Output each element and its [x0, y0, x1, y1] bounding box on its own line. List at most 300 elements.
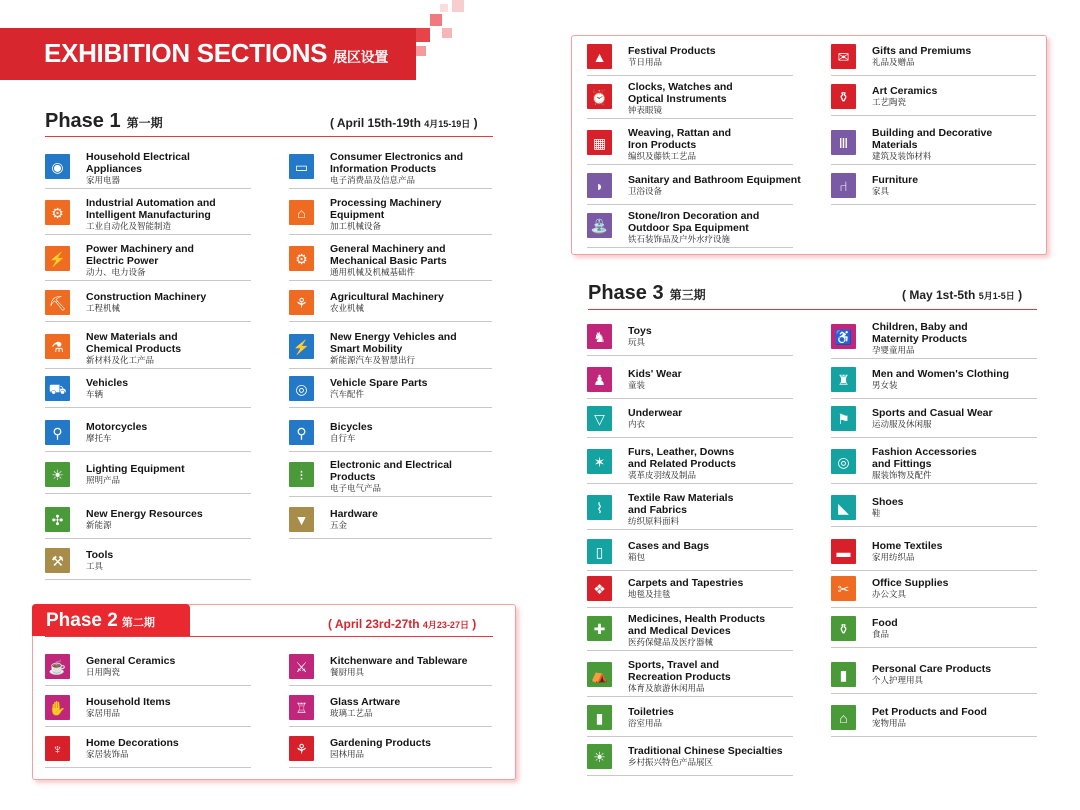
cutlery-icon: ⚔ — [289, 654, 314, 679]
divider — [587, 118, 793, 119]
section-name: Iron Products — [628, 139, 697, 151]
washer-icon: ◉ — [45, 154, 70, 179]
decor-square — [442, 28, 452, 38]
section-name-cn: 电子电气产品 — [330, 483, 382, 493]
section-item — [831, 662, 1037, 696]
section-name: Bicycles — [330, 421, 373, 433]
divider — [587, 437, 793, 438]
section-name-cn: 园林用品 — [330, 749, 365, 759]
section-item — [831, 173, 1036, 207]
section-item — [587, 81, 793, 118]
section-name-cn: 地毯及挂毯 — [628, 589, 671, 599]
socket-icon: ⁝ — [289, 462, 314, 487]
section-name-cn: 乡村振兴特色产品展区 — [628, 757, 714, 767]
section-item — [587, 324, 793, 358]
section-name-cn: 汽车配件 — [330, 389, 365, 399]
suitcase-icon: ▯ — [587, 539, 612, 564]
motorcycle-icon: ⚲ — [45, 420, 70, 445]
section-name-cn: 孕婴童用品 — [872, 345, 915, 355]
section-item — [45, 331, 251, 368]
basket-icon: ▦ — [587, 130, 612, 155]
tent-icon: ⛺ — [587, 662, 612, 687]
column-icon: Ⅲ — [831, 130, 856, 155]
machine-icon: ⌂ — [289, 200, 314, 225]
divider — [587, 483, 793, 484]
lotion-icon: ▮ — [831, 662, 856, 687]
stroller-icon: ♿ — [831, 324, 856, 349]
section-item — [831, 705, 1037, 739]
section-name-cn: 食品 — [872, 629, 890, 639]
phase1-rule — [45, 136, 493, 137]
section-name: Optical Instruments — [628, 93, 727, 105]
section-name-cn: 餐厨用具 — [330, 667, 365, 677]
section-name-cn: 家具 — [872, 186, 890, 196]
section-item — [289, 736, 492, 770]
divider — [831, 693, 1037, 694]
section-name: Clocks, Watches and — [628, 81, 733, 93]
fur-icon: ✶ — [587, 449, 612, 474]
section-name-cn: 鞋 — [872, 508, 881, 518]
onesie-icon: ♟ — [587, 367, 612, 392]
divider — [587, 247, 793, 248]
section-item — [45, 290, 251, 324]
section-name: Appliances — [86, 163, 143, 175]
section-item — [289, 420, 492, 454]
shoe-icon: ◣ — [831, 495, 856, 520]
section-name-cn: 编织及藤铁工艺品 — [628, 151, 697, 161]
section-name: Intelligent Manufacturing — [86, 209, 211, 221]
section-item — [45, 507, 251, 541]
divider — [45, 685, 251, 686]
divider — [45, 451, 251, 452]
wine-glass-icon: ♖ — [289, 695, 314, 720]
section-item — [289, 695, 492, 729]
section-name: Office Supplies — [872, 577, 949, 589]
section-name: Building and Decorative — [872, 127, 993, 139]
section-name: Hardware — [330, 508, 378, 520]
section-item — [289, 243, 492, 280]
section-name: Vehicle Spare Parts — [330, 377, 428, 389]
divider — [831, 164, 1036, 165]
section-name: Cases and Bags — [628, 540, 710, 552]
section-name: Information Products — [330, 163, 437, 175]
section-name: Industrial Automation and — [86, 197, 216, 209]
section-name-cn: 通用机械及机械基础件 — [330, 267, 416, 277]
section-name: Stone/Iron Decoration and — [628, 210, 760, 222]
page-title: EXHIBITION SECTIONS 展区设置 — [44, 38, 389, 68]
section-name-cn: 自行车 — [330, 433, 356, 443]
divider — [587, 696, 793, 697]
decor-square — [416, 46, 426, 56]
divider — [587, 570, 793, 571]
section-name: Agricultural Machinery — [330, 291, 444, 303]
divider — [45, 767, 251, 768]
section-name: Textile Raw Materials — [628, 492, 734, 504]
section-name-cn: 裘革皮羽绒及制品 — [628, 470, 697, 480]
divider — [289, 234, 492, 235]
section-name: General Ceramics — [86, 655, 176, 667]
section-name: Men and Women's Clothing — [872, 368, 1010, 380]
section-name-cn: 服装饰物及配件 — [872, 470, 932, 480]
divider — [831, 358, 1037, 359]
section-item — [587, 659, 793, 696]
section-name: Outdoor Spa Equipment — [628, 222, 749, 234]
section-item — [831, 406, 1037, 440]
divider — [831, 647, 1037, 648]
divider — [587, 607, 793, 608]
section-name: Recreation Products — [628, 671, 731, 683]
divider — [831, 75, 1036, 76]
section-item — [45, 462, 251, 496]
section-name: Toys — [628, 325, 652, 337]
divider — [45, 368, 251, 369]
section-name-cn: 浴室用品 — [628, 718, 663, 728]
bottle-icon: ⚱ — [831, 616, 856, 641]
divider — [831, 526, 1037, 527]
gift-icon: ✉ — [831, 44, 856, 69]
divider — [587, 204, 793, 205]
divider — [831, 736, 1037, 737]
section-name: and Medical Devices — [628, 625, 731, 637]
section-item — [587, 210, 793, 247]
divider — [289, 538, 492, 539]
decor-square — [452, 0, 464, 12]
toilet-icon: ◗ — [587, 173, 612, 198]
section-name-cn: 铁石装饰品及户外水疗设施 — [628, 234, 731, 244]
section-name: New Materials and — [86, 331, 178, 343]
section-name: Fashion Accessories — [872, 446, 977, 458]
divider — [45, 493, 251, 494]
section-name-cn: 个人护理用具 — [872, 675, 924, 685]
section-name: Smart Mobility — [330, 343, 403, 355]
landscape-icon: ☀ — [587, 744, 612, 769]
section-item — [45, 243, 251, 280]
divider — [289, 767, 492, 768]
section-name-cn: 工业自动化及智能制造 — [86, 221, 172, 231]
flask-icon: ⚗ — [45, 334, 70, 359]
chair-icon: ⑁ — [831, 173, 856, 198]
section-name: Underwear — [628, 407, 683, 419]
decor-square — [440, 4, 448, 12]
section-name: Traditional Chinese Specialties — [628, 745, 783, 757]
section-item — [587, 705, 793, 739]
divider — [587, 775, 793, 776]
phase1-date: ( April 15th-19th 4月15-19日 ) — [330, 116, 478, 130]
bolt-icon: ▼ — [289, 507, 314, 532]
button-icon: ◎ — [831, 449, 856, 474]
scissors-icon: ✂ — [831, 576, 856, 601]
section-item — [587, 576, 793, 610]
section-name: Toiletries — [628, 706, 674, 718]
tshirt-icon: ⚑ — [831, 406, 856, 431]
divider — [587, 164, 793, 165]
section-name-cn: 卫浴设备 — [628, 186, 663, 196]
divider — [587, 75, 793, 76]
tractor-icon: ⚘ — [289, 290, 314, 315]
section-item — [587, 539, 793, 573]
section-name: Festival Products — [628, 45, 716, 57]
christmas-tree-icon: ▲ — [587, 44, 612, 69]
ceramic-vase-icon: ⚱ — [831, 84, 856, 109]
section-name-cn: 动力、电力设备 — [86, 267, 146, 277]
section-name-cn: 新材料及化工产品 — [86, 355, 155, 365]
section-item — [45, 197, 251, 234]
section-name: Mechanical Basic Parts — [330, 255, 447, 267]
divider — [289, 451, 492, 452]
section-name: Kitchenware and Tableware — [330, 655, 468, 667]
truck-icon: ⛟ — [45, 376, 70, 401]
phase1-heading: Phase 1 第一期 — [45, 110, 163, 132]
section-item — [587, 492, 793, 529]
section-name-cn: 家居装饰品 — [86, 749, 129, 759]
section-name: New Energy Resources — [86, 508, 203, 520]
section-name-cn: 电子消费品及信息产品 — [330, 175, 416, 185]
phase2-rule — [45, 636, 493, 637]
section-name-cn: 工程机械 — [86, 303, 121, 313]
section-item — [45, 548, 251, 582]
section-name-cn: 新能源 — [86, 520, 112, 530]
section-name-cn: 照明产品 — [86, 475, 121, 485]
section-item — [587, 406, 793, 440]
divider — [45, 280, 251, 281]
section-item — [831, 576, 1037, 610]
section-name: Chemical Products — [86, 343, 182, 355]
section-item — [289, 197, 492, 234]
section-name: Maternity Products — [872, 333, 968, 345]
divider — [587, 736, 793, 737]
section-item — [289, 459, 492, 496]
section-name: Vehicles — [86, 377, 129, 389]
section-name-cn: 工具 — [86, 561, 104, 571]
section-item — [831, 127, 1036, 164]
section-item — [587, 744, 793, 778]
teapot-icon: ☕ — [45, 654, 70, 679]
flowerpot-icon: ⚘ — [289, 736, 314, 761]
section-name-cn: 家居用品 — [86, 708, 121, 718]
section-item — [587, 44, 793, 78]
divider — [587, 529, 793, 530]
section-name-cn: 五金 — [330, 520, 348, 530]
section-name: Household Items — [86, 696, 171, 708]
section-item — [289, 331, 492, 368]
section-name: Kids' Wear — [628, 368, 682, 380]
section-name: General Machinery and — [330, 243, 446, 255]
divider — [831, 398, 1037, 399]
section-name: Products — [330, 471, 376, 483]
section-item — [289, 654, 492, 688]
section-name: New Energy Vehicles and — [330, 331, 457, 343]
section-item — [831, 495, 1037, 529]
section-name: Shoes — [872, 496, 904, 508]
divider — [831, 483, 1037, 484]
bulb-icon: ☀ — [45, 462, 70, 487]
divider — [831, 607, 1037, 608]
wheel-icon: ◎ — [289, 376, 314, 401]
decor-square — [430, 14, 442, 26]
section-name-cn: 宠物用品 — [872, 718, 907, 728]
section-name-cn: 新能源汽车及智慧出行 — [330, 355, 416, 365]
section-name: Equipment — [330, 209, 385, 221]
section-name: Carpets and Tapestries — [628, 577, 744, 589]
section-name: Sports, Travel and — [628, 659, 720, 671]
phase3-heading: Phase 3 第三期 — [588, 282, 706, 304]
section-name-cn: 农业机械 — [330, 303, 365, 313]
clothing-icon: ♜ — [831, 367, 856, 392]
section-item — [289, 507, 492, 541]
bicycle-icon: ⚲ — [289, 420, 314, 445]
section-name: Children, Baby and — [872, 321, 968, 333]
section-name: Art Ceramics — [872, 85, 938, 97]
section-item — [45, 695, 251, 729]
section-item — [831, 539, 1037, 573]
phase3-rule — [588, 309, 1037, 310]
section-name: Sanitary and Bathroom Equipment — [628, 174, 801, 186]
divider — [45, 234, 251, 235]
section-item — [587, 613, 793, 650]
wind-turbine-icon: ✣ — [45, 507, 70, 532]
soap-bottle-icon: ▮ — [587, 705, 612, 730]
section-name: Electric Power — [86, 255, 159, 267]
divider — [45, 407, 251, 408]
section-name: Pet Products and Food — [872, 706, 987, 718]
divider — [289, 685, 492, 686]
section-item — [831, 44, 1036, 78]
drill-icon: ⚒ — [45, 548, 70, 573]
rocking-horse-icon: ♞ — [587, 324, 612, 349]
section-name-cn: 医药保健品及医疗器械 — [628, 637, 714, 647]
section-item — [587, 446, 793, 483]
section-item — [587, 367, 793, 401]
section-name-cn: 纺织原料面料 — [628, 516, 680, 526]
section-name-cn: 家用纺织品 — [872, 552, 915, 562]
fabric-roll-icon: ⌇ — [587, 495, 612, 520]
divider — [831, 437, 1037, 438]
section-item — [289, 376, 492, 410]
underwear-icon: ▽ — [587, 406, 612, 431]
section-name: Furniture — [872, 174, 919, 186]
section-name: Gardening Products — [330, 737, 431, 749]
section-name: Motorcycles — [86, 421, 148, 433]
fountain-icon: ⛲ — [587, 213, 612, 238]
section-name-cn: 办公文具 — [872, 589, 907, 599]
section-name: and Fabrics — [628, 504, 687, 516]
monitor-icon: ▭ — [289, 154, 314, 179]
section-name: Construction Machinery — [86, 291, 207, 303]
section-item — [831, 321, 1037, 358]
section-name-cn: 运动服及休闲服 — [872, 419, 932, 429]
section-name-cn: 玻璃工艺品 — [330, 708, 373, 718]
section-name-cn: 家用电器 — [86, 175, 121, 185]
section-item — [587, 173, 801, 207]
section-name-cn: 玩具 — [628, 337, 646, 347]
section-name-cn: 摩托车 — [86, 433, 112, 443]
section-name-cn: 礼品及赠品 — [872, 57, 915, 67]
divider — [289, 407, 492, 408]
glove-icon: ✋ — [45, 695, 70, 720]
section-item — [45, 736, 251, 770]
section-name-cn: 日用陶瓷 — [86, 667, 121, 677]
divider — [45, 726, 251, 727]
section-name-cn: 钟表眼镜 — [628, 105, 663, 115]
section-name-cn: 箱包 — [628, 552, 646, 562]
section-name: Lighting Equipment — [86, 463, 185, 475]
pet-house-icon: ⌂ — [831, 705, 856, 730]
divider — [587, 650, 793, 651]
gears-icon: ⚙ — [289, 246, 314, 271]
divider — [831, 204, 1036, 205]
section-name-cn: 车辆 — [86, 389, 104, 399]
section-name: and Related Products — [628, 458, 736, 470]
section-name: Household Electrical — [86, 151, 190, 163]
section-name: Consumer Electronics and — [330, 151, 464, 163]
divider — [45, 579, 251, 580]
section-item — [831, 84, 1036, 118]
section-name-cn: 体育及旅游休闲用品 — [628, 683, 705, 693]
section-name-cn: 童装 — [628, 380, 646, 390]
section-name: Personal Care Products — [872, 663, 992, 675]
section-name: Sports and Casual Wear — [872, 407, 993, 419]
divider — [831, 570, 1037, 571]
divider — [289, 280, 492, 281]
section-name: Glass Artware — [330, 696, 401, 708]
divider — [45, 188, 251, 189]
carpet-icon: ❖ — [587, 576, 612, 601]
section-name: Weaving, Rattan and — [628, 127, 732, 139]
bed-icon: ▬ — [831, 539, 856, 564]
section-item — [831, 616, 1037, 650]
section-name: Gifts and Premiums — [872, 45, 972, 57]
section-name: Tools — [86, 549, 114, 561]
section-name: Power Machinery and — [86, 243, 194, 255]
phase2-heading: Phase 2 第二期 — [46, 610, 155, 631]
section-name-cn: 加工机械设备 — [330, 221, 382, 231]
section-name-cn: 男女装 — [872, 380, 898, 390]
decor-square — [416, 28, 430, 42]
section-item — [45, 151, 251, 188]
section-name: Home Textiles — [872, 540, 943, 552]
divider — [289, 321, 492, 322]
phase3-date: ( May 1st-5th 5月1-5日 ) — [902, 288, 1023, 302]
divider — [587, 398, 793, 399]
section-name-cn: 节日用品 — [628, 57, 663, 67]
section-name: Materials — [872, 139, 918, 151]
section-name: Furs, Leather, Downs — [628, 446, 735, 458]
medical-kit-icon: ✚ — [587, 616, 612, 641]
section-name: Medicines, Health Products — [628, 613, 766, 625]
section-item — [289, 290, 492, 324]
phase2-date: ( April 23rd-27th 4月23-27日 ) — [328, 617, 477, 631]
section-item — [587, 127, 793, 164]
alarm-clock-icon: ⏰ — [587, 84, 612, 109]
divider — [587, 355, 793, 356]
section-name-cn: 建筑及装饰材料 — [872, 151, 932, 161]
divider — [45, 538, 251, 539]
section-name: and Fittings — [872, 458, 932, 470]
robot-arm-icon: ⚙ — [45, 200, 70, 225]
section-item — [289, 151, 492, 188]
section-item — [45, 420, 251, 454]
divider — [289, 368, 492, 369]
divider — [289, 188, 492, 189]
section-name-cn: 内衣 — [628, 419, 646, 429]
section-name: Processing Machinery — [330, 197, 442, 209]
section-item — [45, 654, 251, 688]
section-name-cn: 工艺陶瓷 — [872, 97, 907, 107]
excavator-icon: ⛏ — [45, 290, 70, 315]
section-item — [831, 367, 1037, 401]
section-name: Electronic and Electrical — [330, 459, 452, 471]
divider — [289, 726, 492, 727]
